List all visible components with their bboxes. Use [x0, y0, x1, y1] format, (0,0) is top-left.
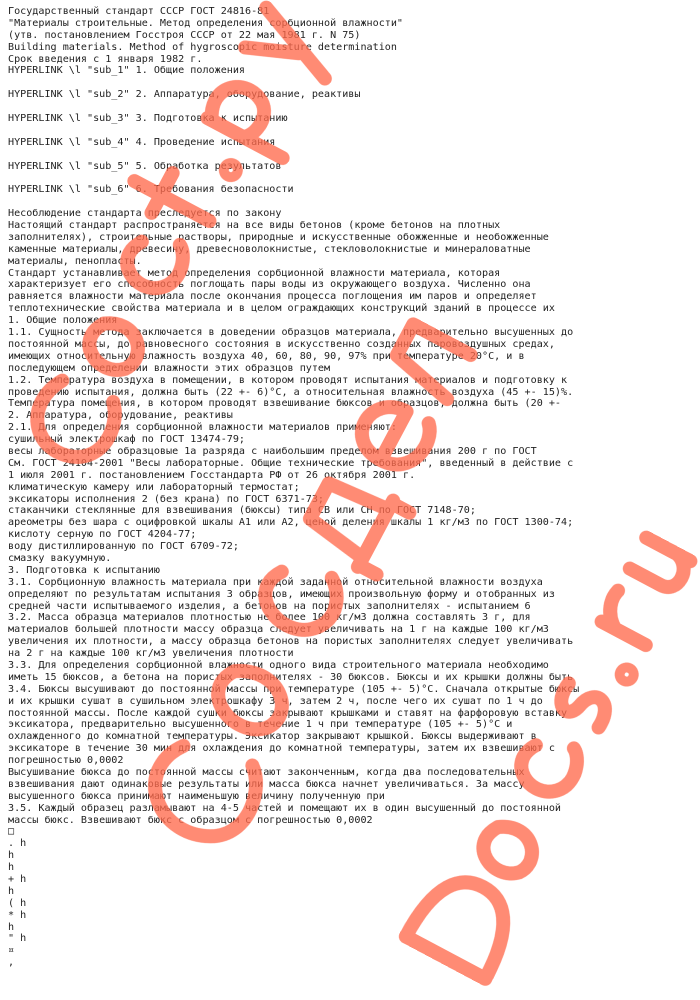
text-line: материалы, пенопласты.: [8, 255, 142, 267]
text-line: сушильный электрошкаф по ГОСТ 13474-79;: [8, 434, 246, 446]
text-line: охлажденного до комнатной температуры. Эксикатор закрывают крышкой. Бюксы выдерживают в: [8, 731, 537, 743]
text-line: средней части испытываемого изделия, а бетонов на пористых заполнителях - испытанием 6: [8, 600, 531, 612]
text-line: 1.2. Температура воздуха в помещении, в котором проводят испытания материалов и подготовку к: [8, 374, 568, 386]
text-line: "Материалы строительные. Метод определения сорбционной влажности": [8, 17, 404, 29]
text-line: кислоту серную по ГОСТ 4204-77;: [8, 529, 197, 541]
text-line: и их крышки сушат в сушильном электрошкафу 3 ч, затем 2 ч, после чего их сушат по 1 ч до: [8, 695, 543, 707]
document-text: [8, 6, 694, 969]
toc-line[interactable]: HYPERLINK \l "sub_6" 6. Требования безопасности: [8, 184, 294, 196]
text-line: 3.2. Масса образца материалов плотностью не более 100 кг/м3 должна составлять 3 г, для: [8, 612, 531, 624]
text-line: 1. Общие положения: [8, 315, 118, 327]
text-line: [8, 101, 694, 113]
text-line: 3. Подготовка к испытанию: [8, 564, 160, 576]
text-line: постоянной массы, до равновесного состояния в искусственно созданных паровоздушных средах,: [8, 338, 555, 350]
text-line: заполнителях), строительные растворы, природные и искусственные обожженные и необожженные: [8, 231, 549, 243]
text-line: определяют по результатам испытания 3 образцов, имеющих произвольную форму и отобранных из: [8, 588, 555, 600]
toc-line[interactable]: HYPERLINK \l "sub_3" 3. Подготовка к испытанию: [8, 113, 288, 125]
text-line: Несоблюдение стандарта преследуется по закону: [8, 208, 282, 220]
text-line: массы бюкс. Взвешивают бюкс с образцом с погрешностью 0,0002: [8, 814, 373, 826]
toc-line[interactable]: HYPERLINK \l "sub_2" 2. Аппаратура, оборудование, реактивы: [8, 89, 361, 101]
text-line: ареометры без шара с оцифровкой шкалы А1 или А2, ценой деления шкалы 1 кг/м3 по ГОСТ 1300-74;: [8, 517, 574, 529]
text-line: высушенного бюкса принимают наименьшую величину полученную при: [8, 790, 385, 802]
text-line: взвешивания дают одинаковые результаты или масса бюкса начнет увеличиваться. За массу: [8, 778, 525, 790]
text-line: h: [8, 921, 15, 933]
text-line: Стандарт устанавливает метод определения сорбционной влажности материала, которая: [8, 267, 501, 279]
text-line: эксикаторе в течение 30 мин для охлаждения до комнатной температуры, затем их взвешивают с: [8, 743, 555, 755]
text-line: 2.1. Для определения сорбционной влажности материалов применяют:: [8, 422, 397, 434]
text-line: □: [8, 826, 15, 838]
text-line: на 2 г на каждые 100 кг/м3 увеличения плотности: [8, 648, 294, 660]
text-line: материалов большей плотности массу образца следует увеличивать на 1 г на каждые 100 кг/м3: [8, 624, 549, 636]
text-line: ( h: [8, 897, 27, 909]
text-line: Срок введения с 1 января 1982 г.: [8, 53, 203, 65]
text-line: постоянной массы. После каждой сушки бюксы закрывают крышками и ставят на фарфоровую вставку: [8, 707, 568, 719]
text-line: весы лабораторные образцовые 1а разряда с наибольшим пределом взвешивания 200 г по ГОСТ: [8, 445, 537, 457]
text-line: каменные материалы, древесину, древесноволокнистые, стекловолокнистые и минераловатные: [8, 243, 531, 255]
text-line: стаканчики стеклянные для взвешивания (бюксы) типа СВ или СН по ГОСТ 7148-70;: [8, 505, 476, 517]
toc-line[interactable]: HYPERLINK \l "sub_1" 1. Общие положения: [8, 65, 246, 77]
text-line: * h: [8, 909, 27, 921]
text-line: . h: [8, 838, 27, 850]
toc-line[interactable]: HYPERLINK \l "sub_4" 4. Проведение испытания: [8, 136, 276, 148]
text-line: ,: [8, 957, 15, 969]
text-line: смазку вакуумную.: [8, 552, 112, 564]
toc-line[interactable]: HYPERLINK \l "sub_5" 5. Обработка результатов: [8, 160, 282, 172]
text-line: [8, 196, 694, 208]
text-line: h: [8, 850, 15, 862]
text-line: 3.4. Бюксы высушивают до постоянной массы при температуре (105 +- 5)°С. Сначала открытые бюксы: [8, 683, 580, 695]
text-line: + h: [8, 874, 27, 886]
text-line: (утв. постановлением Госстроя СССР от 22 мая 1981 г. N 75): [8, 29, 361, 41]
text-line: характеризует его способность поглощать пары воды из окружающего воздуха. Численно она: [8, 279, 531, 291]
text-line: погрешностью 0,0002: [8, 755, 124, 767]
text-line: 3.1. Сорбционную влажность материала при каждой заданной относительной влажности воздуха: [8, 576, 543, 588]
text-line: ¤: [8, 945, 15, 957]
text-line: воду дистиллированную по ГОСТ 6709-72;: [8, 541, 239, 553]
text-line: климатическую камеру или лабораторный термостат;: [8, 481, 300, 493]
text-line: теплотехнические свойства материала и в целом ограждающих конструкций зданий в процессе их: [8, 303, 555, 315]
text-line: h: [8, 885, 15, 897]
text-line: увеличения их плотности, а массу образца бетонов на пористых заполнителях следует увеличивать: [8, 636, 574, 648]
text-line: последующем определении влажности этих образцов путем: [8, 362, 331, 374]
text-line: 3.3. Для определения сорбционной влажности одного вида строительного материала необходимо: [8, 659, 549, 671]
text-line: Настоящий стандарт распространяется на все виды бетонов (кроме бетонов на плотных: [8, 220, 501, 232]
text-line: Температура помещения, в котором проводят взвешивание бюксов и образцов, должна быть (20 +-: [8, 398, 562, 410]
text-line: имеющих относительную влажность воздуха 40, 60, 80, 90, 97% при температуре 20°С, и в: [8, 350, 525, 362]
text-line: h: [8, 862, 15, 874]
text-line: эксикаторы исполнения 2 (без крана) по ГОСТ 6371-73;: [8, 493, 325, 505]
text-line: [8, 77, 694, 89]
text-line: Государственный стандарт СССР ГОСТ 24816-81: [8, 6, 270, 17]
text-line: 3.5. Каждый образец разламывают на 4-5 частей и помещают их в один высушенный до постоянной: [8, 802, 562, 814]
text-line: 2. Аппаратура, оборудование, реактивы: [8, 410, 233, 422]
text-line: проведению испытания, должна быть (22 +- 6)°С, а относительная влажность воздуха (45 +- 15)%.: [8, 386, 574, 398]
text-line: Высушивание бюкса до постоянной массы считают законченным, когда два последовательных: [8, 767, 525, 778]
text-line: Building materials. Method of hygroscopic moisture determination: [8, 41, 397, 53]
text-line: См. ГОСТ 24104-2001 "Весы лабораторные. Общие технические требования", введенный в действие с: [8, 457, 574, 469]
text-line: 1 июля 2001 г. постановлением Госстандарта РФ от 26 октября 2001 г.: [8, 469, 416, 481]
text-line: эксикатора, предварительно высушенного в течение 1 ч при температуре (105 +- 5)°С и: [8, 719, 513, 731]
text-line: [8, 149, 694, 161]
text-line: [8, 172, 694, 184]
text-line: 1.1. Сущность метода заключается в доведении образцов материала, предварительно высушенных до: [8, 327, 574, 339]
text-line: " h: [8, 933, 27, 945]
text-line: равняется влажности материала после окончания процесса поглощения им паров и определяет: [8, 291, 537, 303]
text-line: иметь 15 бюксов, а бетона на пористых заполнителях - 30 бюксов. Бюксы и их крышки должны быть: [8, 671, 574, 683]
text-line: [8, 125, 694, 137]
